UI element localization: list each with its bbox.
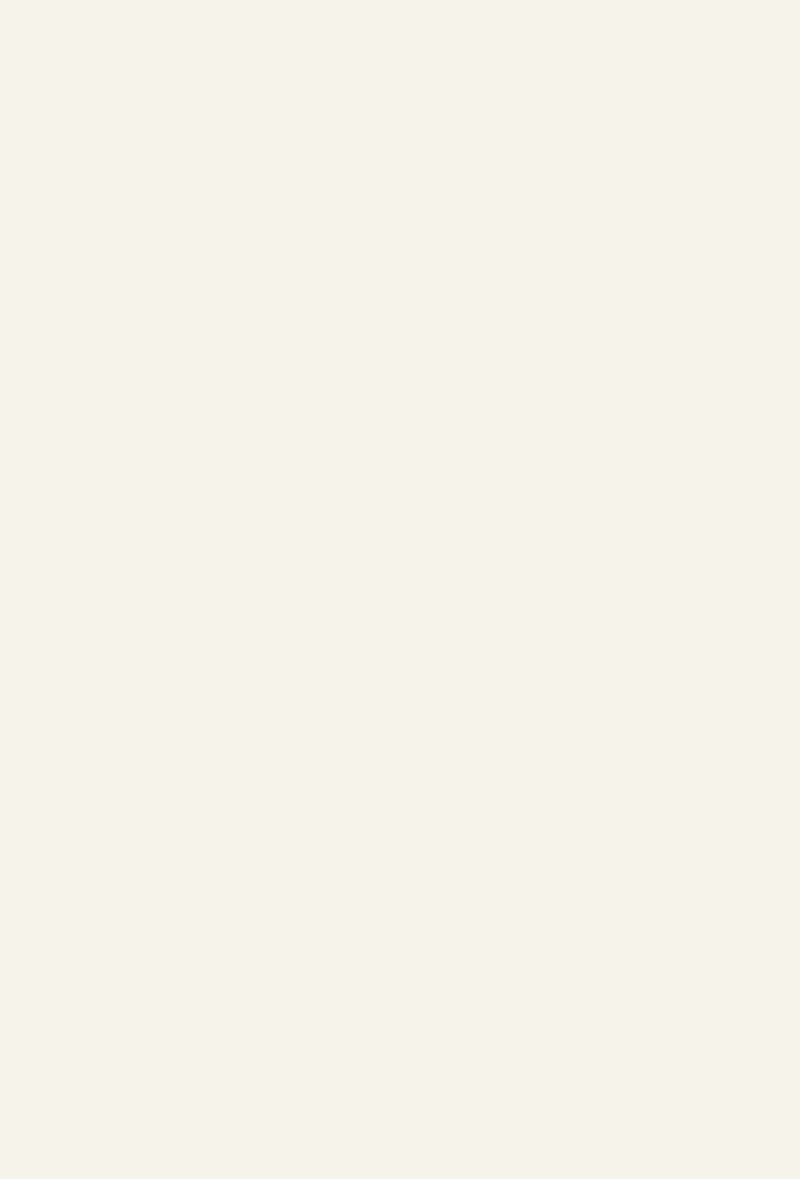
book-page — [54, 22, 766, 160]
page-header — [54, 22, 766, 52]
apparatus-heading — [54, 124, 766, 156]
process-subtitle — [54, 94, 766, 124]
process-title — [54, 58, 766, 88]
